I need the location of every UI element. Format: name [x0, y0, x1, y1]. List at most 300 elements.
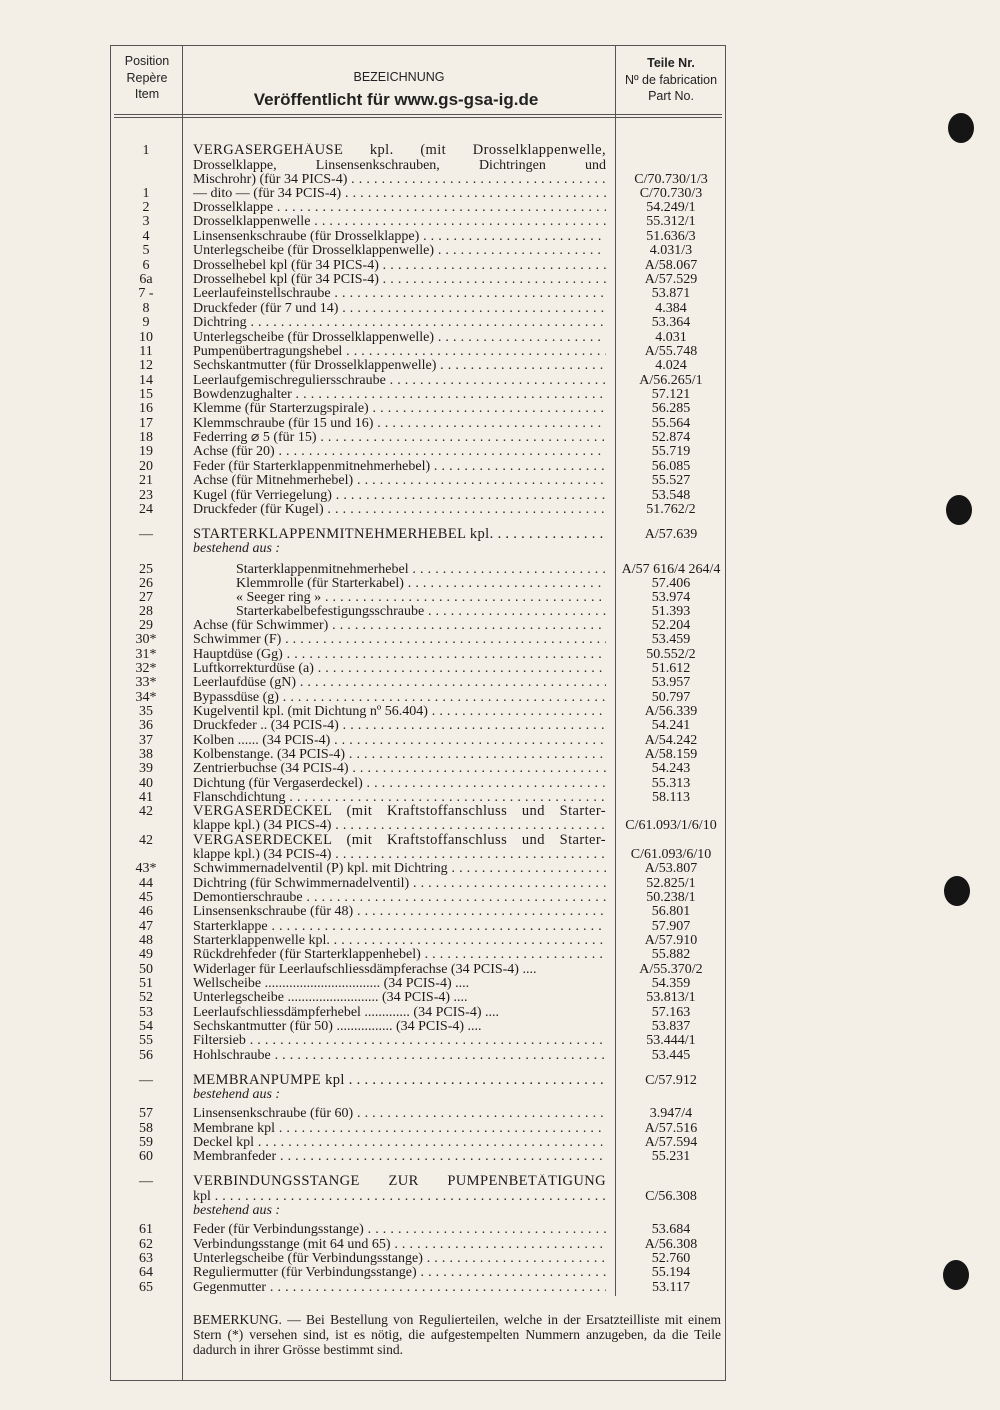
part-number-cell: 51.762/2	[646, 502, 696, 517]
table-row	[0, 1135, 1000, 1150]
part-number-cell: 4.031/3	[649, 243, 693, 258]
designation-cell: Druckfeder (für 7 und 14) . . .	[193, 301, 606, 316]
part-number-cell: 53.459	[651, 632, 691, 647]
designation-cell: Luftkorrekturdüse (a) . . .	[193, 661, 606, 676]
header-position-de: Position	[124, 54, 170, 68]
designation-cell: Rückdrehfeder (für Starterklappenhebel) . . .	[193, 947, 606, 962]
designation-cell: Leerlaufdüse (gN) . . .	[193, 675, 606, 690]
position-cell: 32*	[135, 661, 157, 676]
position-cell: 38	[139, 747, 153, 762]
position-cell: —	[139, 1073, 153, 1088]
designation-cell: Starterklappe . . .	[193, 919, 606, 934]
part-number-cell: 51.393	[651, 604, 691, 619]
table-row	[0, 933, 1000, 948]
punch-hole	[944, 876, 970, 906]
designation-cell: Verbindungsstange (mit 64 und 65) . . .	[193, 1237, 606, 1252]
position-cell: —	[139, 1174, 153, 1189]
designation-cell: Feder (für Starterklappenmitnehmerhebel) . . .	[193, 459, 606, 474]
position-cell: —	[139, 527, 153, 542]
designation-cell: Membrane kpl . . .	[193, 1121, 606, 1136]
designation-cell: Flanschdichtung . . .	[193, 790, 606, 805]
designation-cell: Linsensenkschraube (für 60) . . .	[193, 1106, 606, 1121]
designation-cell: VERGASERDECKEL (mit Kraftstoffanschluss und Starter-	[193, 833, 606, 848]
part-number-cell: A/56.265/1	[639, 373, 703, 388]
position-cell: 30*	[135, 632, 157, 647]
part-number-cell: 53.974	[651, 590, 691, 605]
part-number-cell: 54.243	[651, 761, 691, 776]
designation-cell: Federring ⌀ 5 (für 15) . . .	[193, 430, 606, 445]
table-row	[0, 833, 1000, 848]
designation-cell: Unterlegscheibe (für Verbindungsstange) . . .	[193, 1251, 606, 1266]
part-number-cell: 56.801	[651, 904, 691, 919]
designation-cell: Kugel (für Verriegelung) . . .	[193, 488, 606, 503]
designation-cell: Klemmrolle (für Starterkabel) . . .	[236, 576, 606, 591]
position-cell: 3	[142, 214, 150, 229]
part-number-cell: 4.384	[655, 301, 687, 316]
part-number-cell: A/57.516	[644, 1121, 698, 1136]
designation-cell: Unterlegscheibe (für Drosselklappenwelle) . . .	[193, 330, 606, 345]
part-number-cell: 55.564	[651, 416, 691, 431]
designation-cell: Widerlager für Leerlaufschliessdämpferachse (34 PCIS-4) ....	[193, 962, 537, 977]
part-number-cell: 57.907	[651, 919, 691, 934]
part-number-cell: 55.312/1	[646, 214, 696, 229]
designation-cell: Bowdenzughalter . . .	[193, 387, 606, 402]
part-number-cell: 52.874	[651, 430, 691, 445]
table-row	[0, 430, 1000, 445]
part-number-cell: 50.238/1	[646, 890, 696, 905]
position-cell: 50	[139, 962, 153, 977]
table-row	[0, 488, 1000, 503]
position-cell: 39	[139, 761, 153, 776]
designation-cell: Pumpenübertragungshebel . . .	[193, 344, 606, 359]
table-row	[0, 947, 1000, 962]
table-row	[0, 286, 1000, 301]
designation-cell: Linsensenkschraube (für Drosselklappe) . . .	[193, 229, 606, 244]
designation-cell: Druckfeder (für Kugel) . . .	[193, 502, 606, 517]
table-row	[0, 1019, 1000, 1034]
table-row	[0, 990, 1000, 1005]
part-number-cell: 54.249/1	[646, 200, 696, 215]
designation-cell: VERGASERDECKEL (mit Kraftstoffanschluss und Starter-	[193, 804, 606, 819]
position-cell: 37	[139, 733, 153, 748]
part-number-cell: A/53.807	[644, 861, 698, 876]
table-row	[0, 590, 1000, 605]
part-number-cell: 58.113	[652, 790, 690, 805]
table-row	[0, 576, 1000, 591]
position-cell: 42	[139, 833, 153, 848]
designation-cell: — dito — (für 34 PCIS-4) . . .	[193, 186, 606, 201]
position-cell: 12	[139, 358, 153, 373]
table-row	[0, 1189, 1000, 1204]
position-cell: 33*	[135, 675, 157, 690]
designation-cell: Dichtring . . .	[193, 315, 606, 330]
designation-cell: Wellscheibe ................................. (34 PCIS-4) ....	[193, 976, 470, 991]
table-row	[0, 401, 1000, 416]
table-row	[0, 1106, 1000, 1121]
designation-cell: Schwimmernadelventil (P) kpl. mit Dichtring . . .	[193, 861, 606, 876]
position-cell: 26	[139, 576, 153, 591]
table-row	[0, 502, 1000, 517]
table-row	[0, 1251, 1000, 1266]
position-cell: 31*	[135, 647, 157, 662]
position-cell: 6a	[139, 272, 153, 287]
header-position	[114, 53, 180, 103]
designation-cell: Kolbenstange. (34 PCIS-4) . . .	[193, 747, 606, 762]
table-row	[0, 1237, 1000, 1252]
designation-cell: Leerlaufgemischreguliersschraube . . .	[193, 373, 606, 388]
part-number-cell: A/56.308	[644, 1237, 698, 1252]
designation-cell: Leerlaufeinstellschraube . . .	[193, 286, 606, 301]
table-row	[0, 243, 1000, 258]
table-row	[0, 1048, 1000, 1063]
table-row	[0, 1222, 1000, 1237]
table-row	[0, 661, 1000, 676]
position-cell: 65	[139, 1280, 153, 1295]
position-cell: 16	[139, 401, 153, 416]
position-cell: 23	[139, 488, 153, 503]
position-cell: 11	[139, 344, 153, 359]
position-cell: 60	[139, 1149, 153, 1164]
designation-cell: Unterlegscheibe .......................... (34 PCIS-4) ....	[193, 990, 468, 1005]
designation-cell: VERBINDUNGSSTANGE ZUR PUMPENBETÄTIGUNG	[193, 1174, 606, 1189]
table-row	[0, 847, 1000, 862]
position-cell: 42	[139, 804, 153, 819]
table-row	[0, 1280, 1000, 1295]
position-cell: 6	[142, 258, 150, 273]
part-number-cell: 55.719	[651, 444, 691, 459]
part-number-cell: 52.760	[651, 1251, 691, 1266]
table-row	[0, 675, 1000, 690]
designation-cell: VERGASERGEHÄUSE kpl. (mit Drosselklappenwelle,	[193, 143, 606, 158]
position-cell: 27	[139, 590, 153, 605]
position-cell: 47	[139, 919, 153, 934]
header-designation: BEZEICHNUNG	[353, 70, 445, 84]
position-cell: 52	[139, 990, 153, 1005]
table-row	[0, 186, 1000, 201]
punch-hole	[946, 495, 972, 525]
position-cell: 10	[139, 330, 153, 345]
part-number-cell: 53.548	[651, 488, 691, 503]
position-cell: 7 -	[138, 286, 154, 301]
header-part-number	[617, 55, 725, 105]
table-row	[0, 315, 1000, 330]
part-number-cell: A/57.529	[644, 272, 698, 287]
table-row	[0, 1265, 1000, 1280]
part-number-cell: C/56.308	[645, 1189, 697, 1204]
table-row	[0, 733, 1000, 748]
designation-cell: Klemme (für Starterzugspirale) . . .	[193, 401, 606, 416]
designation-cell: Drosselklappe . . .	[193, 200, 606, 215]
designation-cell: Starterkabelbefestigungsschraube . . .	[236, 604, 606, 619]
part-number-cell: 54.241	[651, 718, 691, 733]
position-cell: 59	[139, 1135, 153, 1150]
designation-cell: Drosselklappe, Linsensenkschrauben, Dichtringen und	[193, 158, 606, 173]
part-number-cell: 53.957	[651, 675, 691, 690]
table-row	[0, 301, 1000, 316]
part-number-cell: A/57 616/4 264/4	[621, 562, 721, 577]
position-cell: 24	[139, 502, 153, 517]
table-row	[0, 527, 1000, 542]
designation-cell: Kolben ...... (34 PCIS-4) . . .	[193, 733, 606, 748]
position-cell: 49	[139, 947, 153, 962]
designation-cell: Achse (für Schwimmer) . . .	[193, 618, 606, 633]
designation-cell: Drosselklappenwelle . . .	[193, 214, 606, 229]
table-row	[0, 459, 1000, 474]
position-cell: 14	[139, 373, 153, 388]
part-number-cell: 4.031	[655, 330, 687, 345]
position-cell: 15	[139, 387, 153, 402]
table-row	[0, 1121, 1000, 1136]
position-cell: 19	[139, 444, 153, 459]
part-number-cell: A/55.748	[644, 344, 698, 359]
table-row	[0, 618, 1000, 633]
designation-cell: « Seeger ring » . . .	[236, 590, 606, 605]
part-number-cell: 4.024	[655, 358, 687, 373]
designation-cell: Achse (für 20) . . .	[193, 444, 606, 459]
position-cell: 36	[139, 718, 153, 733]
designation-cell: klappe kpl.) (34 PICS-4) . . .	[193, 818, 606, 833]
header-part-de: Teile Nr.	[647, 56, 695, 70]
part-number-cell: 56.085	[651, 459, 691, 474]
table-row	[0, 790, 1000, 805]
designation-cell: Membranfeder . . .	[193, 1149, 606, 1164]
designation-cell: Klemmschraube (für 15 und 16) . . .	[193, 416, 606, 431]
designation-cell: Unterlegscheibe (für Drosselklappenwelle) . . .	[193, 243, 606, 258]
table-row	[0, 562, 1000, 577]
position-cell: 18	[139, 430, 153, 445]
designation-cell: Sechskantmutter (für Drosselklappenwelle) . . .	[193, 358, 606, 373]
part-number-cell: A/57.594	[644, 1135, 698, 1150]
position-cell: 45	[139, 890, 153, 905]
table-row	[0, 861, 1000, 876]
designation-cell: bestehend aus :	[193, 1087, 281, 1102]
designation-cell: Starterklappenwelle kpl. . . .	[193, 933, 606, 948]
position-cell: 46	[139, 904, 153, 919]
designation-cell: Sechskantmutter (für 50) ................ (34 PCIS-4) ....	[193, 1019, 482, 1034]
part-number-cell: 51.636/3	[646, 229, 696, 244]
position-cell: 54	[139, 1019, 153, 1034]
part-number-cell: C/57.912	[645, 1073, 697, 1088]
table-row	[0, 1203, 1000, 1218]
table-row	[0, 229, 1000, 244]
position-cell: 55	[139, 1033, 153, 1048]
table-row	[0, 647, 1000, 662]
part-number-cell: 50.552/2	[646, 647, 696, 662]
table-row	[0, 776, 1000, 791]
part-number-cell: 51.612	[651, 661, 691, 676]
table-row	[0, 876, 1000, 891]
position-cell: 41	[139, 790, 153, 805]
table-row	[0, 632, 1000, 647]
part-number-cell: 55.231	[651, 1149, 691, 1164]
part-number-cell: A/54.242	[644, 733, 698, 748]
part-number-cell: 55.313	[651, 776, 691, 791]
part-number-cell: 53.871	[651, 286, 691, 301]
designation-cell: bestehend aus :	[193, 541, 281, 556]
table-row	[0, 158, 1000, 173]
table-row	[0, 890, 1000, 905]
table-row	[0, 690, 1000, 705]
position-cell: 2	[142, 200, 150, 215]
table-row	[0, 1087, 1000, 1102]
part-number-cell: C/61.093/1/6/10	[625, 818, 717, 833]
table-row	[0, 804, 1000, 819]
position-cell: 57	[139, 1106, 153, 1121]
position-cell: 1	[142, 186, 150, 201]
designation-cell: Gegenmutter . . .	[193, 1280, 606, 1295]
header-position-fr: Repère	[126, 70, 168, 85]
table-row	[0, 1149, 1000, 1164]
designation-cell: Kugelventil kpl. (mit Dichtung nº 56.404) . . .	[193, 704, 606, 719]
part-number-cell: 53.445	[651, 1048, 691, 1063]
table-row	[0, 976, 1000, 991]
header-rule-second	[114, 117, 722, 118]
header-part-fr: Nº de fabrication	[624, 72, 718, 87]
position-cell: 25	[139, 562, 153, 577]
table-row	[0, 330, 1000, 345]
position-cell: 63	[139, 1251, 153, 1266]
part-number-cell: 53.117	[652, 1280, 690, 1295]
table-row	[0, 1073, 1000, 1088]
position-cell: 44	[139, 876, 153, 891]
part-number-cell: 53.813/1	[646, 990, 696, 1005]
position-cell: 4	[142, 229, 150, 244]
table-row	[0, 344, 1000, 359]
table-row	[0, 358, 1000, 373]
position-cell: 21	[139, 473, 153, 488]
designation-cell: Deckel kpl . . .	[193, 1135, 606, 1150]
position-cell: 61	[139, 1222, 153, 1237]
position-cell: 1	[142, 143, 150, 158]
position-cell: 9	[142, 315, 150, 330]
position-cell: 58	[139, 1121, 153, 1136]
table-row	[0, 258, 1000, 273]
designation-cell: Starterklappenmitnehmerhebel . . .	[236, 562, 606, 577]
position-cell: 43*	[135, 861, 157, 876]
part-number-cell: 57.406	[651, 576, 691, 591]
designation-cell: Hohlschraube . . .	[193, 1048, 606, 1063]
position-cell: 8	[142, 301, 150, 316]
designation-cell: kpl . . .	[193, 1189, 606, 1204]
header-part-en: Part No.	[648, 89, 694, 103]
position-cell: 64	[139, 1265, 153, 1280]
designation-cell: Drosselhebel kpl (für 34 PICS-4) . . .	[193, 258, 606, 273]
designation-cell: bestehend aus :	[193, 1203, 281, 1218]
position-cell: 35	[139, 704, 153, 719]
position-cell: 29	[139, 618, 153, 633]
part-number-cell: 3.947/4	[649, 1106, 693, 1121]
position-cell: 34*	[135, 690, 157, 705]
punch-hole	[948, 113, 974, 143]
punch-hole	[943, 1260, 969, 1290]
table-row	[0, 761, 1000, 776]
designation-cell: Schwimmer (F) . . .	[193, 632, 606, 647]
designation-cell: Dichtung (für Vergaserdeckel) . . .	[193, 776, 606, 791]
table-row	[0, 416, 1000, 431]
table-row	[0, 473, 1000, 488]
designation-cell: Dichtring (für Schwimmernadelventil) . . .	[193, 876, 606, 891]
position-cell: 40	[139, 776, 153, 791]
table-row	[0, 747, 1000, 762]
designation-cell: Druckfeder .. (34 PCIS-4) . . .	[193, 718, 606, 733]
table-row	[0, 604, 1000, 619]
position-cell: 28	[139, 604, 153, 619]
part-number-cell: A/58.159	[644, 747, 698, 762]
position-cell: 62	[139, 1237, 153, 1252]
table-row	[0, 1005, 1000, 1020]
table-row	[0, 962, 1000, 977]
part-number-cell: A/55.370/2	[639, 962, 703, 977]
designation-cell: Achse (für Mitnehmerhebel) . . .	[193, 473, 606, 488]
designation-cell: Linsensenkschraube (für 48) . . .	[193, 904, 606, 919]
designation-cell: Mischrohr) (für 34 PICS-4) . . .	[193, 172, 606, 187]
table-row	[0, 172, 1000, 187]
part-number-cell: C/61.093/6/10	[630, 847, 712, 862]
table-row	[0, 272, 1000, 287]
designation-cell: Bypassdüse (g) . . .	[193, 690, 606, 705]
designation-cell: Leerlaufschliessdämpferhebel ............. (34 PCIS-4) ....	[193, 1005, 499, 1020]
part-number-cell: 52.825/1	[646, 876, 696, 891]
table-row	[0, 1174, 1000, 1189]
part-number-cell: A/58.067	[644, 258, 698, 273]
position-cell: 17	[139, 416, 153, 431]
designation-cell: MEMBRANPUMPE kpl . . .	[193, 1073, 606, 1088]
table-row	[0, 818, 1000, 833]
position-cell: 51	[139, 976, 153, 991]
table-row	[0, 214, 1000, 229]
table-row	[0, 1033, 1000, 1048]
part-number-cell: 54.359	[651, 976, 691, 991]
position-cell: 53	[139, 1005, 153, 1020]
table-row	[0, 541, 1000, 556]
designation-cell: Drosselhebel kpl (für 34 PCIS-4) . . .	[193, 272, 606, 287]
part-number-cell: C/70.730/3	[639, 186, 703, 201]
table-row	[0, 718, 1000, 733]
part-number-cell: 57.121	[651, 387, 691, 402]
table-row	[0, 919, 1000, 934]
table-row	[0, 904, 1000, 919]
part-number-cell: 53.684	[651, 1222, 691, 1237]
table-row	[0, 373, 1000, 388]
part-number-cell: C/70.730/1/3	[634, 172, 708, 187]
header-position-en: Item	[134, 87, 160, 101]
part-number-cell: 53.444/1	[646, 1033, 696, 1048]
designation-cell: Demontierschraube . . .	[193, 890, 606, 905]
table-row	[0, 444, 1000, 459]
position-cell: 48	[139, 933, 153, 948]
part-number-cell: A/57.910	[644, 933, 698, 948]
designation-cell: klappe kpl.) (34 PCIS-4) . . .	[193, 847, 606, 862]
part-number-cell: 56.285	[651, 401, 691, 416]
part-number-cell: 57.163	[651, 1005, 691, 1020]
part-number-cell: 53.837	[651, 1019, 691, 1034]
position-cell: 20	[139, 459, 153, 474]
table-row	[0, 143, 1000, 158]
part-number-cell: A/56.339	[644, 704, 698, 719]
position-cell: 5	[142, 243, 150, 258]
remark-note: BEMERKUNG. — Bei Bestellung von Regulierteilen, welche in der Ersatzteilliste mit einem Stern (*) versehen sind, ist es nötig, die aufgestempelten Nummern anzugeben, da die Teile dadurch in ihrer Grösse bestimmt sind.	[193, 1312, 721, 1357]
table-row	[0, 387, 1000, 402]
part-number-cell: 52.204	[651, 618, 691, 633]
table-row	[0, 704, 1000, 719]
designation-cell: Feder (für Verbindungsstange) . . .	[193, 1222, 606, 1237]
part-number-cell: 50.797	[651, 690, 691, 705]
part-number-cell: A/57.639	[644, 527, 698, 542]
designation-cell: Reguliermutter (für Verbindungsstange) . . .	[193, 1265, 606, 1280]
header-rule	[114, 114, 722, 115]
designation-cell: Filtersieb . . .	[193, 1033, 606, 1048]
part-number-cell: 55.527	[651, 473, 691, 488]
